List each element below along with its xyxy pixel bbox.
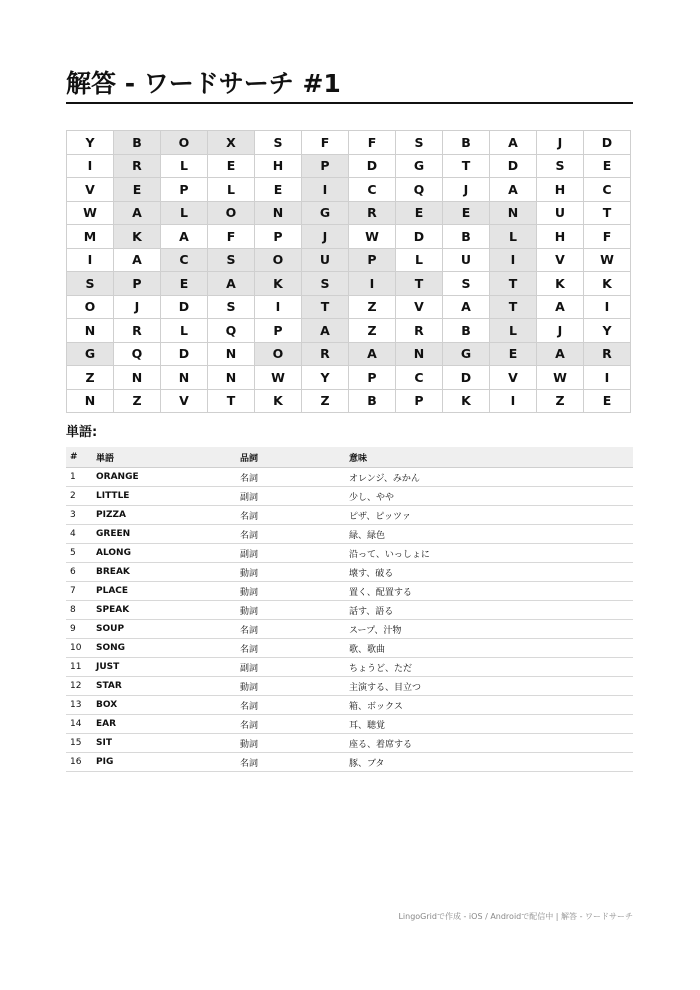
grid-cell: A [490,178,537,202]
table-row [66,582,633,601]
word: SONG [92,639,236,658]
grid-cell: I [349,272,396,296]
grid-cell: N [396,342,443,366]
grid-cell: K [537,272,584,296]
grid-cell: N [161,366,208,390]
word-number: 7 [66,582,92,601]
word-number: 10 [66,639,92,658]
grid-cell: G [67,342,114,366]
grid-cell: N [208,366,255,390]
meaning: 話す、語る [345,601,633,620]
table-row [66,525,633,544]
grid-cell: L [396,248,443,272]
grid-cell: W [255,366,302,390]
word: ORANGE [92,468,236,487]
grid-cell: E [584,154,631,178]
grid-cell: K [255,389,302,413]
grid-cell: S [537,154,584,178]
word: SOUP [92,620,236,639]
grid-cell: E [161,272,208,296]
grid-cell: U [537,201,584,225]
grid-cell: Q [208,319,255,343]
meaning: 豚、ブタ [345,753,633,772]
words-heading: 単語: [66,425,98,440]
table-row [66,544,633,563]
grid-cell: J [537,319,584,343]
grid-cell: I [584,295,631,319]
part-of-speech: 動詞 [236,563,345,582]
table-row [66,620,633,639]
grid-cell: I [67,248,114,272]
table-row [66,696,633,715]
grid-cell: A [490,131,537,155]
grid-cell: S [67,272,114,296]
grid-cell: K [443,389,490,413]
grid-cell: V [67,178,114,202]
word: SIT [92,734,236,753]
word-number: 11 [66,658,92,677]
grid-cell: O [161,131,208,155]
table-row [66,639,633,658]
table-row [66,468,633,487]
word: EAR [92,715,236,734]
grid-cell: L [208,178,255,202]
grid-cell: T [443,154,490,178]
meaning: スープ、汁物 [345,620,633,639]
word: BREAK [92,563,236,582]
grid-cell: S [396,131,443,155]
grid-cell: D [161,342,208,366]
grid-cell: Y [302,366,349,390]
grid-cell: H [255,154,302,178]
grid-cell: T [302,295,349,319]
grid-cell: I [584,366,631,390]
grid-cell: V [396,295,443,319]
meaning: 壊す、破る [345,563,633,582]
grid-cell: O [208,201,255,225]
meaning: 置く、配置する [345,582,633,601]
grid-cell: I [490,389,537,413]
grid-cell: Z [349,295,396,319]
grid-cell: U [302,248,349,272]
grid-cell: L [490,319,537,343]
grid-cell: H [537,178,584,202]
grid-cell: R [114,154,161,178]
part-of-speech: 動詞 [236,582,345,601]
grid-cell: S [302,272,349,296]
table-row [66,658,633,677]
meaning: 沿って、いっしょに [345,544,633,563]
word: PIG [92,753,236,772]
grid-cell: K [114,225,161,249]
table-row [66,506,633,525]
meaning: ピザ、ピッツァ [345,506,633,525]
grid-cell: N [67,319,114,343]
grid-cell: E [443,201,490,225]
word-number: 8 [66,601,92,620]
grid-cell: Z [67,366,114,390]
grid-cell: G [396,154,443,178]
grid-cell: P [302,154,349,178]
part-of-speech: 名詞 [236,468,345,487]
grid-cell: I [490,248,537,272]
word-number: 15 [66,734,92,753]
grid-cell: Z [114,389,161,413]
grid-cell: L [161,319,208,343]
grid-cell: N [114,366,161,390]
grid-cell: H [537,225,584,249]
grid-row [67,225,631,249]
table-row [66,601,633,620]
word: BOX [92,696,236,715]
grid-cell: X [208,131,255,155]
grid-cell: K [255,272,302,296]
grid-cell: P [349,248,396,272]
grid-cell: A [537,342,584,366]
grid-row [67,178,631,202]
meaning: 箱、ボックス [345,696,633,715]
grid-cell: O [255,342,302,366]
word-number: 16 [66,753,92,772]
word-number: 1 [66,468,92,487]
grid-cell: P [255,225,302,249]
grid-cell: E [396,201,443,225]
grid-cell: T [208,389,255,413]
grid-cell: Z [537,389,584,413]
grid-cell: C [161,248,208,272]
header-meaning: 意味 [345,447,633,468]
grid-cell: K [584,272,631,296]
grid-cell: S [255,131,302,155]
grid-cell: D [443,366,490,390]
grid-cell: Q [114,342,161,366]
grid-cell: C [349,178,396,202]
part-of-speech: 動詞 [236,734,345,753]
grid-cell: A [349,342,396,366]
grid-cell: T [396,272,443,296]
grid-cell: W [67,201,114,225]
grid-cell: G [443,342,490,366]
grid-cell: F [349,131,396,155]
grid-cell: A [208,272,255,296]
word: SPEAK [92,601,236,620]
grid-cell: J [114,295,161,319]
grid-cell: W [584,248,631,272]
grid-cell: S [443,272,490,296]
grid-cell: D [584,131,631,155]
part-of-speech: 名詞 [236,525,345,544]
grid-cell: B [443,131,490,155]
grid-cell: R [396,319,443,343]
grid-row [67,319,631,343]
word: LITTLE [92,487,236,506]
grid-cell: D [396,225,443,249]
part-of-speech: 名詞 [236,753,345,772]
page-title: 解答 - ワードサーチ #1 [66,69,341,98]
part-of-speech: 名詞 [236,506,345,525]
word-number: 13 [66,696,92,715]
word-search-grid [66,130,631,413]
grid-cell: S [208,295,255,319]
grid-cell: R [584,342,631,366]
words-table [66,447,633,772]
grid-cell: O [67,295,114,319]
word: PLACE [92,582,236,601]
grid-cell: B [349,389,396,413]
footer-text: LingoGridで作成 - iOS / Androidで配信中 | 解答 - ワードサーチ [398,912,633,921]
grid-cell: F [208,225,255,249]
grid-cell: E [114,178,161,202]
grid-cell: L [490,225,537,249]
grid-row [67,201,631,225]
grid-cell: T [584,201,631,225]
grid-cell: A [443,295,490,319]
grid-cell: N [490,201,537,225]
grid-cell: I [67,154,114,178]
word-number: 2 [66,487,92,506]
grid-cell: F [302,131,349,155]
grid-cell: D [349,154,396,178]
part-of-speech: 副詞 [236,658,345,677]
grid-cell: Z [349,319,396,343]
grid-cell: V [161,389,208,413]
grid-cell: G [302,201,349,225]
meaning: 歌、歌曲 [345,639,633,658]
word-number: 14 [66,715,92,734]
meaning: 耳、聴覚 [345,715,633,734]
table-row [66,487,633,506]
word-number: 6 [66,563,92,582]
grid-cell: L [161,154,208,178]
grid-cell: V [490,366,537,390]
grid-cell: C [396,366,443,390]
grid-cell: E [490,342,537,366]
grid-cell: I [302,178,349,202]
meaning: 緑、緑色 [345,525,633,544]
table-row [66,563,633,582]
grid-cell: S [208,248,255,272]
word: JUST [92,658,236,677]
grid-cell: Q [396,178,443,202]
grid-cell: D [490,154,537,178]
part-of-speech: 名詞 [236,639,345,658]
word: PIZZA [92,506,236,525]
grid-cell: T [490,295,537,319]
grid-row [67,366,631,390]
grid-cell: J [443,178,490,202]
grid-cell: A [114,201,161,225]
grid-row [67,248,631,272]
word-number: 3 [66,506,92,525]
header-part-of-speech: 品詞 [236,447,345,468]
grid-cell: E [584,389,631,413]
title-divider [66,102,633,104]
grid-row [67,131,631,155]
meaning: 主演する、目立つ [345,677,633,696]
grid-cell: O [255,248,302,272]
grid-cell: U [443,248,490,272]
grid-cell: R [349,201,396,225]
header-word: 単語 [92,447,236,468]
grid-cell: Z [302,389,349,413]
grid-cell: D [161,295,208,319]
grid-cell: N [67,389,114,413]
grid-cell: A [161,225,208,249]
grid-cell: J [537,131,584,155]
grid-cell: A [114,248,161,272]
word: GREEN [92,525,236,544]
grid-row [67,342,631,366]
grid-cell: L [161,201,208,225]
grid-cell: C [584,178,631,202]
grid-cell: B [443,319,490,343]
grid-cell: W [349,225,396,249]
table-row [66,734,633,753]
grid-cell: P [349,366,396,390]
grid-row [67,154,631,178]
table-row [66,715,633,734]
part-of-speech: 名詞 [236,696,345,715]
table-row [66,753,633,772]
grid-row [67,295,631,319]
meaning: 少し、やや [345,487,633,506]
grid-cell: P [114,272,161,296]
word-number: 9 [66,620,92,639]
table-row [66,677,633,696]
part-of-speech: 動詞 [236,677,345,696]
part-of-speech: 名詞 [236,715,345,734]
word: STAR [92,677,236,696]
grid-cell: P [396,389,443,413]
meaning: ちょうど、ただ [345,658,633,677]
grid-cell: P [161,178,208,202]
grid-cell: A [302,319,349,343]
meaning: オレンジ、みかん [345,468,633,487]
part-of-speech: 動詞 [236,601,345,620]
grid-cell: N [208,342,255,366]
grid-cell: Y [584,319,631,343]
part-of-speech: 名詞 [236,620,345,639]
grid-cell: M [67,225,114,249]
header-number: # [66,447,92,468]
meaning: 座る、着席する [345,734,633,753]
grid-cell: N [255,201,302,225]
part-of-speech: 副詞 [236,544,345,563]
grid-cell: F [584,225,631,249]
grid-cell: P [255,319,302,343]
grid-cell: T [490,272,537,296]
grid-cell: E [208,154,255,178]
grid-cell: Y [67,131,114,155]
grid-cell: I [255,295,302,319]
grid-cell: J [302,225,349,249]
grid-row [67,272,631,296]
grid-cell: W [537,366,584,390]
word-number: 12 [66,677,92,696]
grid-cell: A [537,295,584,319]
word-number: 5 [66,544,92,563]
part-of-speech: 副詞 [236,487,345,506]
grid-cell: B [114,131,161,155]
grid-cell: V [537,248,584,272]
grid-cell: R [302,342,349,366]
grid-cell: R [114,319,161,343]
words-table-header-row [66,447,633,468]
word-number: 4 [66,525,92,544]
word: ALONG [92,544,236,563]
grid-row [67,389,631,413]
grid-cell: E [255,178,302,202]
grid-cell: B [443,225,490,249]
